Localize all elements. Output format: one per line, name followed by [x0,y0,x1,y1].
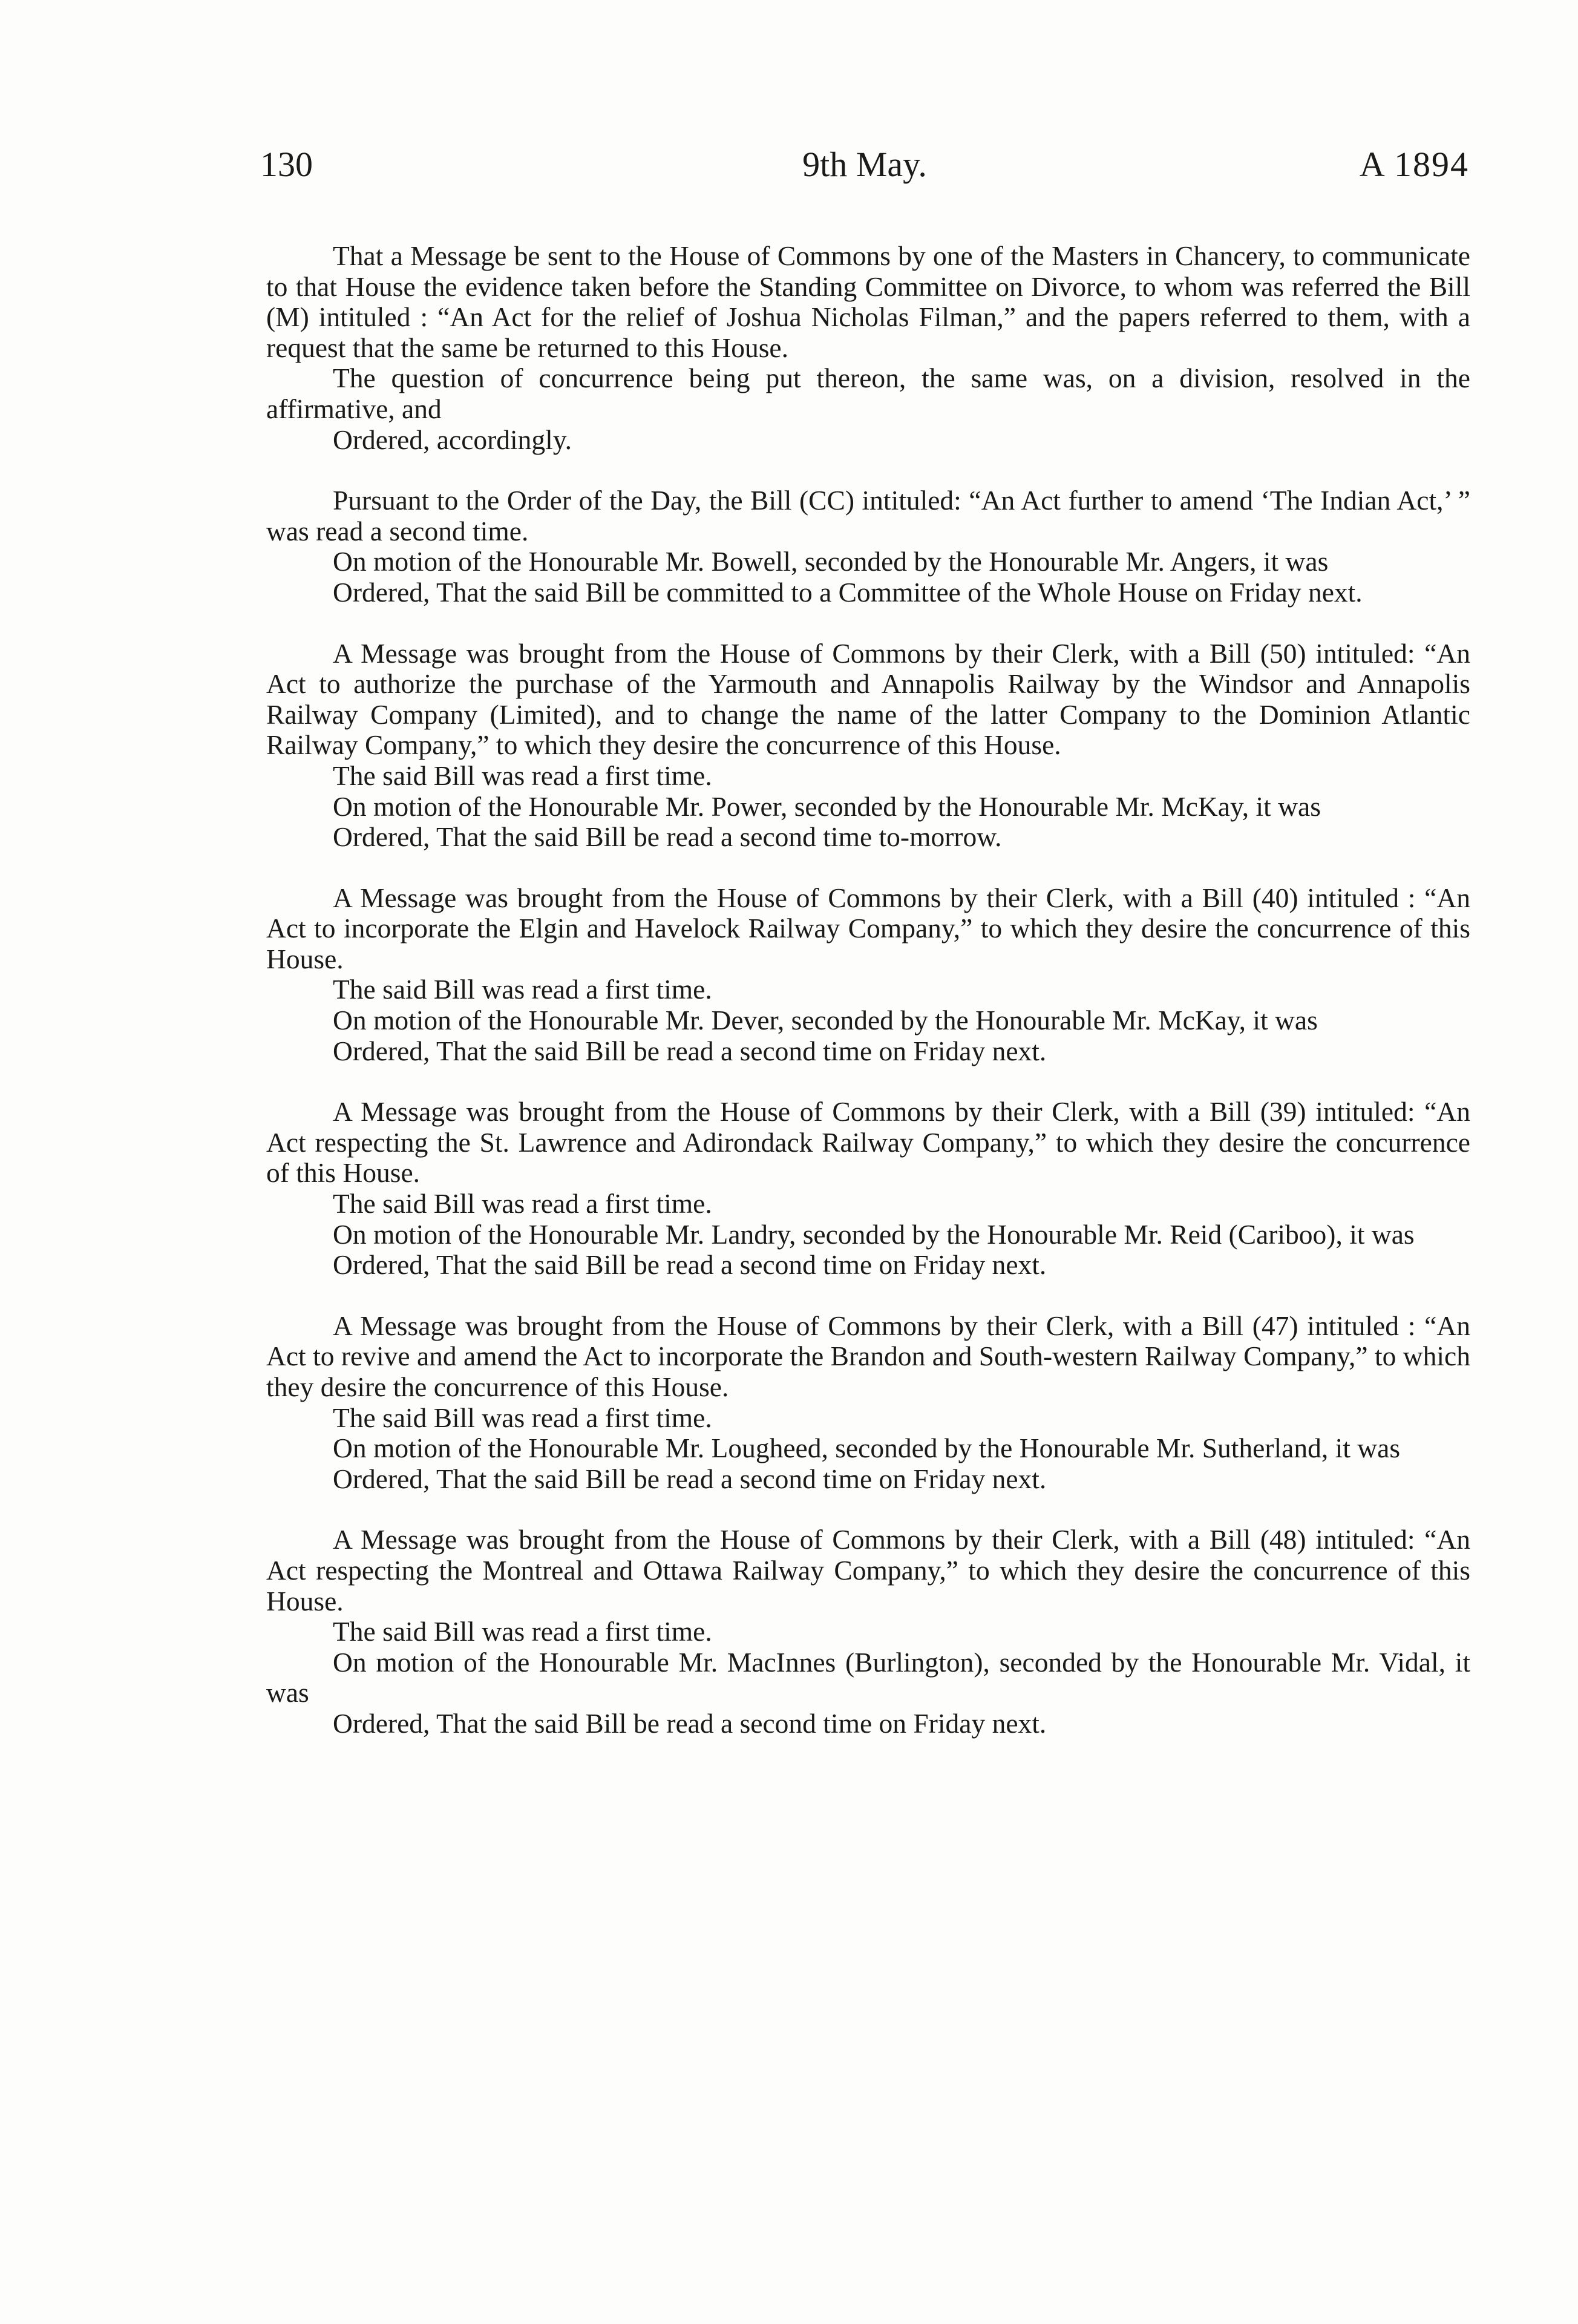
paragraph-bill-39 [266,1097,1470,1281]
paragraph-line: The question of concurrence being put thereon, the same was, on a division, resolved in the affirmative, and [266,363,1470,424]
paragraph-line: A Message was brought from the House of Commons by their Clerk, with a Bill (48) intituled: “An Act respecting the Montreal and Ottawa Railway Company,” to which they desire the concurrence of this House. [266,1524,1470,1617]
paragraph-line: A Message was brought from the House of Commons by their Clerk, with a Bill (50) intituled: “An Act to authorize the purchase of the Yarmouth and Annapolis Railway by the Windsor and Annapolis Railway Company (Limited), and to change the name of the latter Company to the Dominion Atlantic Railway Company,” to which they desire the concurrence of this House. [266,637,1470,761]
paragraph-bill-48 [266,1525,1470,1739]
paragraph-line: That a Message be sent to the House of Commons by one of the Masters in Chancery, to communicate to that House the evidence taken before the Standing Committee on Divorce, to whom was referred the Bill (M) intituled : “An Act for the relief of Joshua Nicholas Filman,” and the papers referred to them, with a request that the same be returned to this House. [266,240,1470,363]
paragraph-line: On motion of the Honourable Mr. Bowell, seconded by the Honourable Mr. Angers, it was [333,546,1329,577]
paragraph-line: Ordered, That the said Bill be read a second time to-morrow. [333,821,1002,853]
paragraph-line: Pursuant to the Order of the Day, the Bill (CC) intituled: “An Act further to amend ‘The Indian Act,’ ” was read a second time. [266,485,1470,547]
paragraph-line: Ordered, That the said Bill be read a second time on Friday next. [333,1035,1047,1066]
paragraph-message-divorce-evidence [266,241,1470,455]
paragraph-line: Ordered, That the said Bill be read a second time on Friday next. [333,1707,1047,1739]
paragraph-line: Ordered, accordingly. [333,424,572,455]
paragraph-line: Ordered, That the said Bill be committed to a Committee of the Whole House on Friday next. [333,576,1363,608]
page-number: 130 [260,145,313,184]
paragraph-line: Ordered, That the said Bill be read a second time on Friday next. [333,1463,1047,1494]
paragraph-line: On motion of the Honourable Mr. Lougheed, seconded by the Honourable Mr. Sutherland, it was [333,1433,1401,1464]
paragraph-line: A Message was brought from the House of Commons by their Clerk, with a Bill (40) intituled : “An Act to incorporate the Elgin and Havelock Railway Company,” to which they desire the concurrence of this House. [266,882,1470,974]
paragraph-line: A Message was brought from the House of Commons by their Clerk, with a Bill (39) intituled: “An Act respecting the St. Lawrence and Adirondack Railway Company,” to which they desire the concurrence of this House. [266,1096,1470,1189]
paragraph-line: The said Bill was read a first time. [333,974,712,1005]
paragraph-line: On motion of the Honourable Mr. Power, seconded by the Honourable Mr. McKay, it was [333,790,1321,822]
paragraph-bill-50 [266,638,1470,853]
paragraph-line: The said Bill was read a first time. [333,760,712,791]
paragraph-bill-cc [266,485,1470,608]
paragraph-line: On motion of the Honourable Mr. MacInnes (Burlington), seconded by the Honourable Mr. Vidal, it was [266,1646,1470,1709]
paragraph-line: The said Bill was read a first time. [333,1188,712,1219]
page-date: 9th May. [802,145,927,184]
paragraph-line: On motion of the Honourable Mr. Dever, seconded by the Honourable Mr. McKay, it was [333,1005,1318,1036]
paragraph-line: On motion of the Honourable Mr. Landry, seconded by the Honourable Mr. Reid (Cariboo), it was [333,1218,1415,1250]
paragraph-line: A Message was brought from the House of Commons by their Clerk, with a Bill (47) intituled : “An Act to revive and amend the Act to incorporate the Brandon and South-western Railway Company,” to which they desire the concurrence of this House. [266,1310,1470,1402]
paragraph-line: The said Bill was read a first time. [333,1616,712,1647]
page-year: A 1894 [1359,145,1469,184]
paragraph-bill-40 [266,883,1470,1067]
page-body [266,241,1470,1770]
paragraph-line: The said Bill was read a first time. [333,1402,712,1433]
paragraph-line: Ordered, That the said Bill be read a second time on Friday next. [333,1249,1047,1281]
page-header [260,144,1469,199]
paragraph-bill-47 [266,1311,1470,1495]
